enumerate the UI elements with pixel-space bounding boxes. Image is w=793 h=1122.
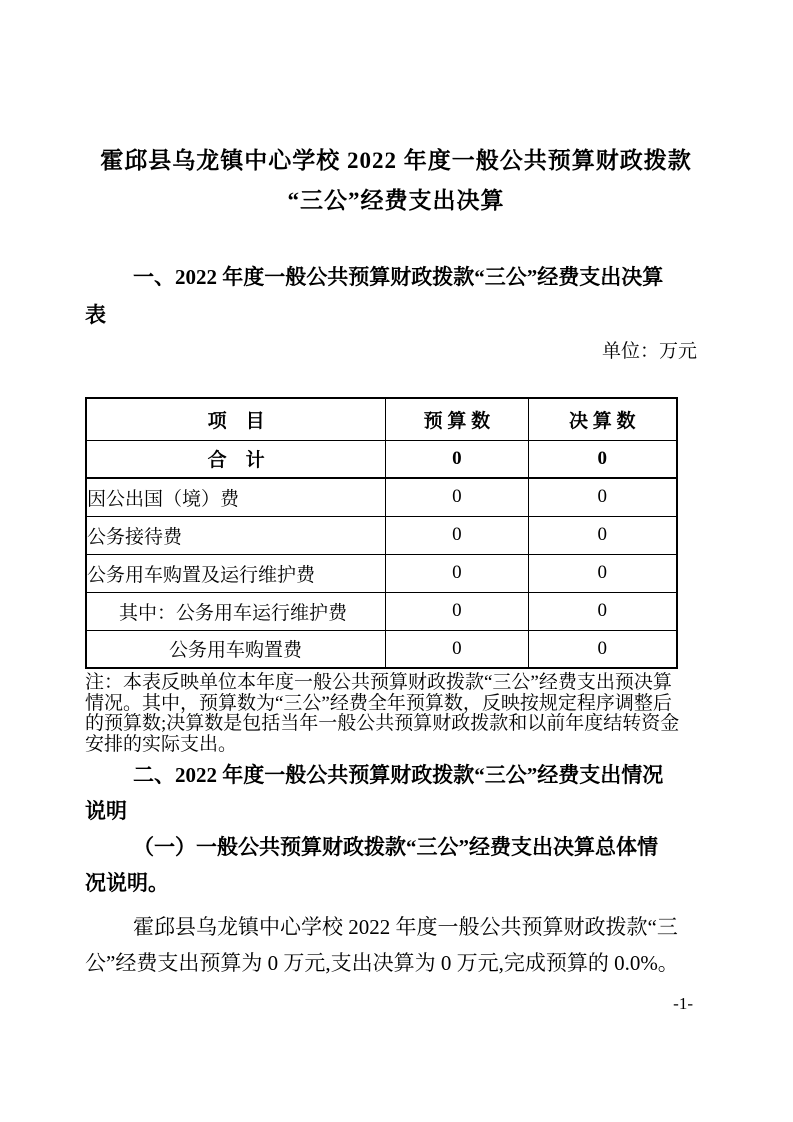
row-total-budget: 0	[386, 440, 528, 478]
section1-heading	[85, 258, 707, 334]
table-row-vehicle-maintenance	[86, 592, 677, 630]
column-header-final: 决 算 数	[528, 398, 677, 440]
table-row-reception	[86, 516, 677, 554]
table-row-total	[86, 440, 677, 478]
row-vehicle-purchase-budget: 0	[386, 630, 528, 668]
section2-heading-line-2: 说明	[85, 799, 127, 823]
row-vehicle-total-item: 公务用车购置及运行维护费	[86, 554, 386, 592]
section2-subheading-line-1: （一）一般公共预算财政拨款“三公”经费支出决算总体情	[133, 835, 658, 859]
row-total-item: 合 计	[86, 440, 386, 478]
section2-subheading-line-2: 况说明。	[85, 871, 169, 895]
row-vehicle-total-final: 0	[528, 554, 677, 592]
row-reception-item: 公务接待费	[86, 516, 386, 554]
document-title-line-1: 霍邱县乌龙镇中心学校 2022 年度一般公共预算财政拨款	[100, 148, 692, 173]
section2-subheading	[85, 829, 707, 901]
row-reception-budget: 0	[386, 516, 528, 554]
row-reception-final: 0	[528, 516, 677, 554]
table-note-line-2: 情况。其中，预算数为“三公”经费全年预算数，反映按规定程序调整后	[85, 692, 672, 714]
table-row-vehicle-total	[86, 554, 677, 592]
unit-label: 单位：万元	[601, 341, 697, 362]
row-abroad-final: 0	[528, 478, 677, 516]
row-vehicle-maintenance-budget: 0	[386, 592, 528, 630]
row-vehicle-maintenance-final: 0	[528, 592, 677, 630]
section2-heading	[85, 757, 707, 829]
table-header-row	[86, 398, 677, 440]
table-note	[85, 673, 707, 755]
table-note-line-4: 安排的实际支出。	[85, 733, 238, 755]
section1-heading-line-2: 表	[85, 303, 106, 327]
row-total-final: 0	[528, 440, 677, 478]
row-vehicle-purchase-item: 公务用车购置费	[86, 630, 386, 668]
expense-table-wrapper	[85, 397, 678, 669]
section2-paragraph-line-2: 公”经费支出预算为 0 万元,支出决算为 0 万元,完成预算的 0.0%。	[85, 951, 679, 975]
document-content	[85, 0, 707, 1015]
column-header-budget: 预 算 数	[386, 398, 528, 440]
table-note-line-3: 的预算数;决算数是包括当年一般公共预算财政拨款和以前年度结转资金	[85, 713, 680, 734]
table-row-abroad	[86, 478, 677, 516]
row-vehicle-purchase-final: 0	[528, 630, 677, 668]
row-vehicle-maintenance-item: 其中：公务用车运行维护费	[86, 592, 386, 630]
row-abroad-budget: 0	[386, 478, 528, 516]
section1-heading-line-1: 一、2022 年度一般公共预算财政拨款“三公”经费支出决算	[133, 265, 664, 289]
page-number: -1-	[673, 994, 693, 1013]
row-vehicle-total-budget: 0	[386, 554, 528, 592]
table-row-vehicle-purchase	[86, 630, 677, 668]
row-abroad-item: 因公出国（境）费	[86, 478, 386, 516]
section2-paragraph-line-1: 霍邱县乌龙镇中心学校 2022 年度一般公共预算财政拨款“三	[133, 915, 678, 939]
section2-heading-line-1: 二、2022 年度一般公共预算财政拨款“三公”经费支出情况	[133, 763, 664, 787]
column-header-item: 项 目	[86, 398, 386, 440]
document-title	[85, 141, 707, 221]
expense-table	[85, 397, 678, 669]
table-note-line-1: 注：本表反映单位本年度一般公共预算财政拨款“三公”经费支出预决算	[85, 672, 672, 693]
document-title-line-2: “三公”经费支出决算	[287, 188, 505, 213]
section2-paragraph	[85, 909, 707, 981]
